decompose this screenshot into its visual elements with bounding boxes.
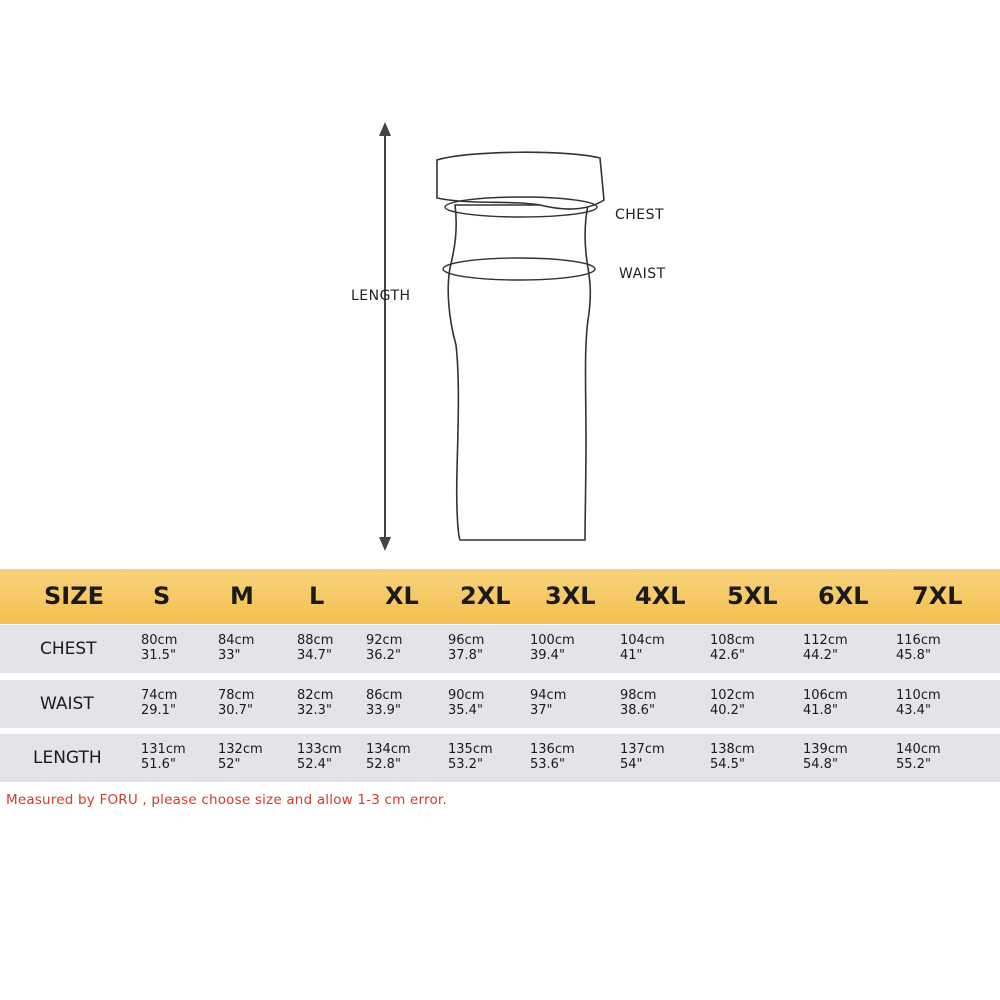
cell-cm-value: 134cm <box>366 742 411 757</box>
cell-cm-value: 139cm <box>803 742 848 757</box>
cell-inch-value: 55.2" <box>896 757 931 772</box>
table-cell <box>803 625 848 681</box>
header-size-2xl: 2XL <box>460 582 511 610</box>
table-cell <box>297 680 333 736</box>
cell-cm-value: 108cm <box>710 633 755 648</box>
cell-cm-value: 94cm <box>530 688 567 703</box>
table-cell <box>710 625 755 681</box>
cell-inch-value: 51.6" <box>141 757 176 772</box>
table-cell <box>448 625 484 681</box>
cell-cm-value: 74cm <box>141 688 178 703</box>
header-size-label: SIZE <box>44 582 105 610</box>
table-cell <box>141 680 177 736</box>
cell-cm-value: 102cm <box>710 688 755 703</box>
header-size-s: S <box>153 582 171 610</box>
cell-inch-value: 54" <box>620 757 643 772</box>
chest-label: CHEST <box>615 207 665 223</box>
cell-cm-value: 106cm <box>803 688 848 703</box>
cell-cm-value: 98cm <box>620 688 657 703</box>
table-cell <box>366 734 411 790</box>
header-size-xl: XL <box>385 582 419 610</box>
cell-cm-value: 138cm <box>710 742 755 757</box>
cell-cm-value: 136cm <box>530 742 575 757</box>
table-cell <box>803 680 848 736</box>
cell-inch-value: 43.4" <box>896 703 931 718</box>
cell-cm-value: 140cm <box>896 742 941 757</box>
row-label-waist: WAIST <box>40 694 94 714</box>
cell-inch-value: 31.5" <box>141 648 176 663</box>
cell-cm-value: 78cm <box>218 688 255 703</box>
cell-cm-value: 84cm <box>218 633 255 648</box>
table-cell <box>366 625 402 681</box>
cell-cm-value: 135cm <box>448 742 493 757</box>
table-cell <box>448 680 484 736</box>
table-cell <box>620 625 665 681</box>
header-size-5xl: 5XL <box>727 582 778 610</box>
table-row-waist <box>0 680 1000 728</box>
cell-cm-value: 104cm <box>620 633 665 648</box>
cell-inch-value: 54.5" <box>710 757 745 772</box>
table-cell <box>448 734 493 790</box>
length-label: LENGTH <box>351 288 411 304</box>
row-label-length: LENGTH <box>33 748 102 768</box>
measurement-note: Measured by FORU , please choose size and allow 1-3 cm error. <box>6 792 447 808</box>
table-cell <box>530 625 575 681</box>
cell-inch-value: 32.3" <box>297 703 332 718</box>
table-cell <box>218 680 254 736</box>
cell-inch-value: 45.8" <box>896 648 931 663</box>
cell-inch-value: 41" <box>620 648 643 663</box>
dress-body <box>448 205 590 540</box>
table-cell <box>141 734 186 790</box>
cell-cm-value: 82cm <box>297 688 334 703</box>
table-cell <box>620 734 665 790</box>
table-cell <box>366 680 402 736</box>
table-cell <box>141 625 177 681</box>
row-label-chest: CHEST <box>40 639 97 659</box>
cell-inch-value: 34.7" <box>297 648 332 663</box>
table-cell <box>218 734 263 790</box>
cell-inch-value: 36.2" <box>366 648 401 663</box>
cell-cm-value: 112cm <box>803 633 848 648</box>
cell-inch-value: 52" <box>218 757 241 772</box>
cell-inch-value: 40.2" <box>710 703 745 718</box>
cell-inch-value: 38.6" <box>620 703 655 718</box>
length-arrow <box>379 122 391 551</box>
cell-cm-value: 131cm <box>141 742 186 757</box>
cell-cm-value: 132cm <box>218 742 263 757</box>
waist-label: WAIST <box>619 266 666 282</box>
table-cell <box>896 680 941 736</box>
header-size-7xl: 7XL <box>912 582 963 610</box>
cell-cm-value: 100cm <box>530 633 575 648</box>
table-cell <box>620 680 656 736</box>
cell-inch-value: 33.9" <box>366 703 401 718</box>
cell-cm-value: 110cm <box>896 688 941 703</box>
header-size-m: M <box>230 582 254 610</box>
header-size-l: L <box>309 582 325 610</box>
cell-cm-value: 116cm <box>896 633 941 648</box>
cell-inch-value: 30.7" <box>218 703 253 718</box>
table-cell <box>297 625 333 681</box>
cell-inch-value: 44.2" <box>803 648 838 663</box>
cell-inch-value: 39.4" <box>530 648 565 663</box>
table-cell <box>530 734 575 790</box>
cell-inch-value: 37" <box>530 703 553 718</box>
cell-cm-value: 80cm <box>141 633 178 648</box>
cell-inch-value: 37.8" <box>448 648 483 663</box>
header-size-3xl: 3XL <box>545 582 596 610</box>
table-cell <box>896 625 941 681</box>
header-size-6xl: 6XL <box>818 582 869 610</box>
cell-inch-value: 33" <box>218 648 241 663</box>
table-cell <box>218 625 254 681</box>
cell-inch-value: 54.8" <box>803 757 838 772</box>
cell-cm-value: 96cm <box>448 633 485 648</box>
cell-inch-value: 35.4" <box>448 703 483 718</box>
cell-cm-value: 88cm <box>297 633 334 648</box>
cell-inch-value: 52.4" <box>297 757 332 772</box>
cell-cm-value: 133cm <box>297 742 342 757</box>
cell-inch-value: 53.6" <box>530 757 565 772</box>
cell-inch-value: 41.8" <box>803 703 838 718</box>
table-row-chest <box>0 625 1000 673</box>
table-header-row <box>0 569 1000 624</box>
cell-cm-value: 137cm <box>620 742 665 757</box>
table-cell <box>530 680 566 736</box>
table-cell <box>803 734 848 790</box>
table-cell <box>710 680 755 736</box>
cell-inch-value: 29.1" <box>141 703 176 718</box>
table-row-length <box>0 734 1000 782</box>
cell-cm-value: 92cm <box>366 633 403 648</box>
cell-cm-value: 90cm <box>448 688 485 703</box>
table-cell <box>710 734 755 790</box>
header-size-4xl: 4XL <box>635 582 686 610</box>
cell-inch-value: 52.8" <box>366 757 401 772</box>
cell-inch-value: 42.6" <box>710 648 745 663</box>
table-cell <box>297 734 342 790</box>
cell-cm-value: 86cm <box>366 688 403 703</box>
table-cell <box>896 734 941 790</box>
cell-inch-value: 53.2" <box>448 757 483 772</box>
